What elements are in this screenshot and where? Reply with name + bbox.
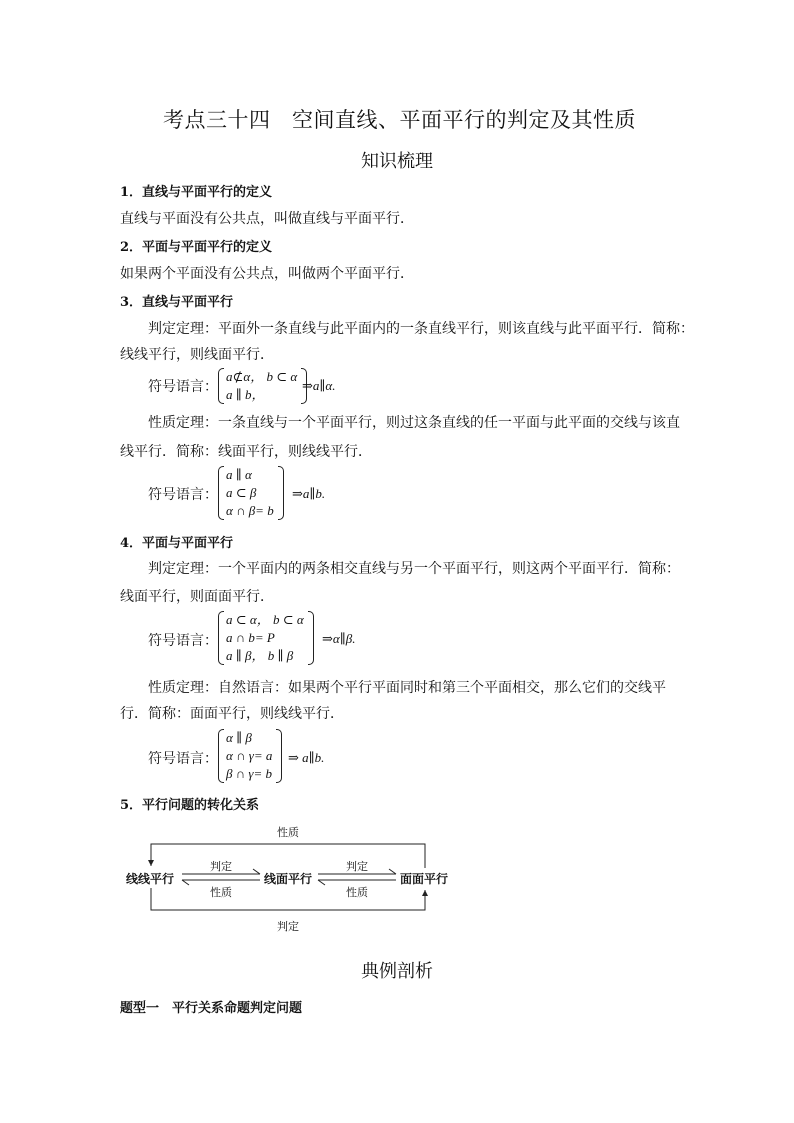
heading-1: 1．直线与平面平行的定义 xyxy=(120,185,273,200)
prop-theorem-3-line2: 线平行．简称：线面平行，则线线平行． xyxy=(120,444,372,460)
diagram-top-label: 性质 xyxy=(277,826,299,839)
formula-system xyxy=(218,466,284,520)
heading-3: 3．直线与平面平行 xyxy=(120,295,234,310)
formula-conclusion: ⇒α∥β. xyxy=(322,631,356,646)
symbol-label: 符号语言： xyxy=(148,379,218,395)
judge-theorem-4-line1: 判定定理：一个平面内的两条相交直线与另一个平面平行，则这两个平面平行．简称： xyxy=(148,561,680,577)
arrow-label: 判定 xyxy=(346,860,368,873)
formula-conclusion: ⇒a∥α. xyxy=(302,378,336,393)
arrow-label: 判定 xyxy=(210,860,232,873)
heading-4: 4．平面与平面平行 xyxy=(120,536,234,551)
node-line-plane-parallel: 线面平行 xyxy=(264,872,313,886)
formula-conclusion: ⇒ a∥b. xyxy=(288,750,325,765)
heading-2: 2．平面与平面平行的定义 xyxy=(120,240,273,255)
formula-line: a ⊂ α， b ⊂ α xyxy=(226,612,304,627)
heading-5: 5．平行问题的转化关系 xyxy=(120,798,260,813)
formula-line: a ∩ b= P xyxy=(226,630,275,645)
formula-system xyxy=(218,368,307,404)
symbol-label: 符号语言： xyxy=(148,487,218,503)
formula-conclusion: ⇒a∥b. xyxy=(292,486,326,501)
formula-line: a ⊂ β xyxy=(226,485,257,500)
node-line-line-parallel: 线线平行 xyxy=(126,872,175,886)
formula-line: α ∥ β xyxy=(226,730,252,745)
formula-system xyxy=(218,611,314,665)
formula-line: a ∥ β， b ∥ β xyxy=(226,648,294,663)
text-1: 直线与平面没有公共点，叫做直线与平面平行． xyxy=(120,211,414,227)
arrow-top-arc xyxy=(151,844,425,868)
diagram-bottom-label: 判定 xyxy=(277,920,299,933)
symbol-label: 符号语言： xyxy=(148,751,218,767)
arrow-label: 性质 xyxy=(210,886,232,899)
formula-line: α ∩ γ= a xyxy=(226,748,273,763)
text-2: 如果两个平面没有公共点，叫做两个平面平行． xyxy=(120,266,414,282)
prop-theorem-4-line2: 行．简称：面面平行，则线线平行． xyxy=(120,706,344,722)
judge-theorem-4-line2: 线面平行，则面面平行． xyxy=(120,589,274,605)
section-title-examples: 典例剖析 xyxy=(361,961,433,982)
formula-line: α ∩ β= b xyxy=(226,503,274,518)
formula-line: a ∥ α xyxy=(226,467,252,482)
judge-theorem-3-line2: 线线平行，则线面平行． xyxy=(120,347,274,363)
judge-theorem-3-line1: 判定定理：平面外一条直线与此平面内的一条直线平行，则该直线与此平面平行．简称： xyxy=(148,321,694,337)
formula-line: a⊄α， b ⊂ α xyxy=(226,369,298,384)
question-type-heading: 题型一 平行关系命题判定问题 xyxy=(120,1001,303,1016)
section-title-knowledge: 知识梳理 xyxy=(361,151,433,172)
symbol-label: 符号语言： xyxy=(148,633,218,649)
arrow-bottom-arc xyxy=(151,888,425,910)
node-plane-plane-parallel: 面面平行 xyxy=(400,872,449,886)
formula-system xyxy=(218,729,282,783)
formula-line: β ∩ γ= b xyxy=(226,766,273,781)
page-title: 考点三十四 空间直线、平面平行的判定及其性质 xyxy=(163,108,636,132)
formula-line: a ∥ b， xyxy=(226,387,265,402)
prop-theorem-4-line1: 性质定理：自然语言：如果两个平行平面同时和第三个平面相交，那么它们的交线平 xyxy=(148,680,666,696)
prop-theorem-3-line1: 性质定理：一条直线与一个平面平行，则过这条直线的任一平面与此平面的交线与该直 xyxy=(148,415,680,431)
arrow-label: 性质 xyxy=(346,886,368,899)
